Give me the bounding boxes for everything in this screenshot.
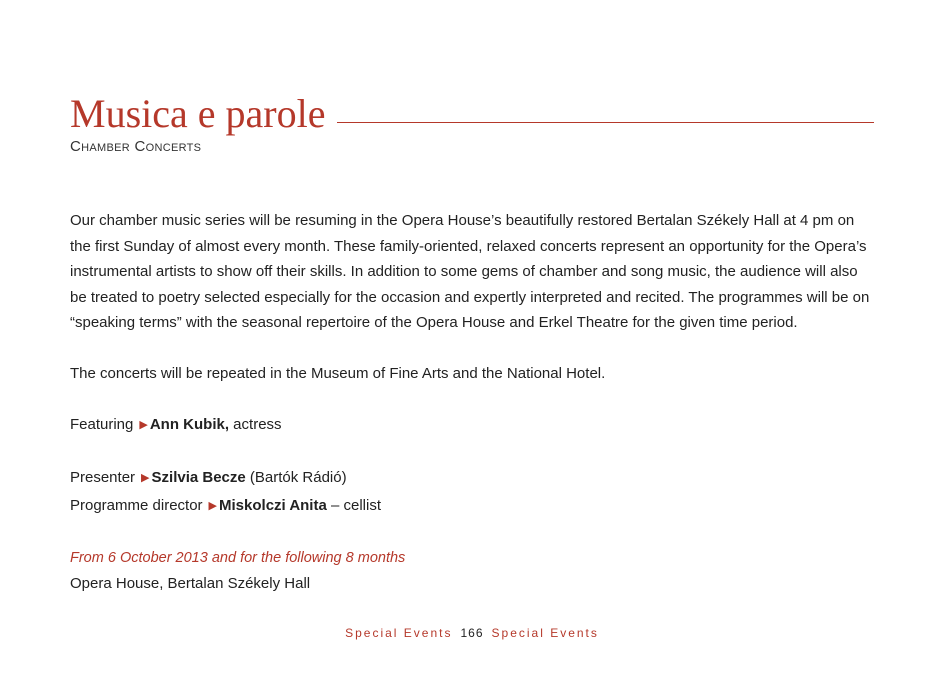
footer-section-left: Special Events (345, 626, 453, 640)
credit-name: Ann Kubik, (149, 416, 230, 433)
credit-name: Szilvia Becze (151, 469, 246, 486)
credit-name: Miskolczi Anita (219, 496, 327, 514)
triangle-right-icon: ▶ (139, 419, 148, 431)
credit-extra: (Bartók Rádió) (245, 469, 347, 486)
title-row (70, 92, 874, 136)
page-number: 166 (460, 626, 484, 640)
repeat-note: The concerts will be repeated in the Museum of Fine Arts and the National Hotel. (70, 365, 606, 382)
main-content (70, 208, 870, 597)
credit-extra: – cellist (326, 496, 382, 514)
triangle-right-icon: ▶ (141, 472, 150, 484)
page-subtitle: Chamber Concerts (70, 138, 202, 155)
title-divider (337, 122, 874, 123)
triangle-right-icon: ▶ (208, 499, 218, 512)
event-venue: Opera House, Bertalan Székely Hall (70, 575, 311, 592)
credit-extra: actress (229, 416, 282, 433)
credit-line-presenter (70, 465, 870, 493)
credit-line-featuring (70, 412, 870, 440)
page-footer (0, 626, 944, 640)
credit-line-director (70, 493, 870, 521)
credit-role: Presenter (70, 469, 136, 486)
intro-paragraph: Our chamber music series will be resuming in the Opera House’s beautifully restored Bertalan Székely Hall at 4 pm on the first Sunday of almost every month. These family-oriented, relaxed concerts represent an opportunity for the Opera’s instrumental artists to show off their skills. In addition to some gems of chamber and song music, the audience will also be treated to poetry selected especially for the occasion and expertly interpreted and recited. The programmes will be on “speaking terms” with the seasonal repertoire of the Opera House and Erkel Theatre for the given time period. (70, 212, 870, 331)
event-dates: From 6 October 2013 and for the following 8 months (70, 549, 406, 566)
footer-section-right: Special Events (491, 626, 599, 640)
credit-role: Programme director (70, 496, 203, 514)
page-title: Musica e parole (70, 91, 326, 136)
credit-role: Featuring (70, 416, 134, 433)
